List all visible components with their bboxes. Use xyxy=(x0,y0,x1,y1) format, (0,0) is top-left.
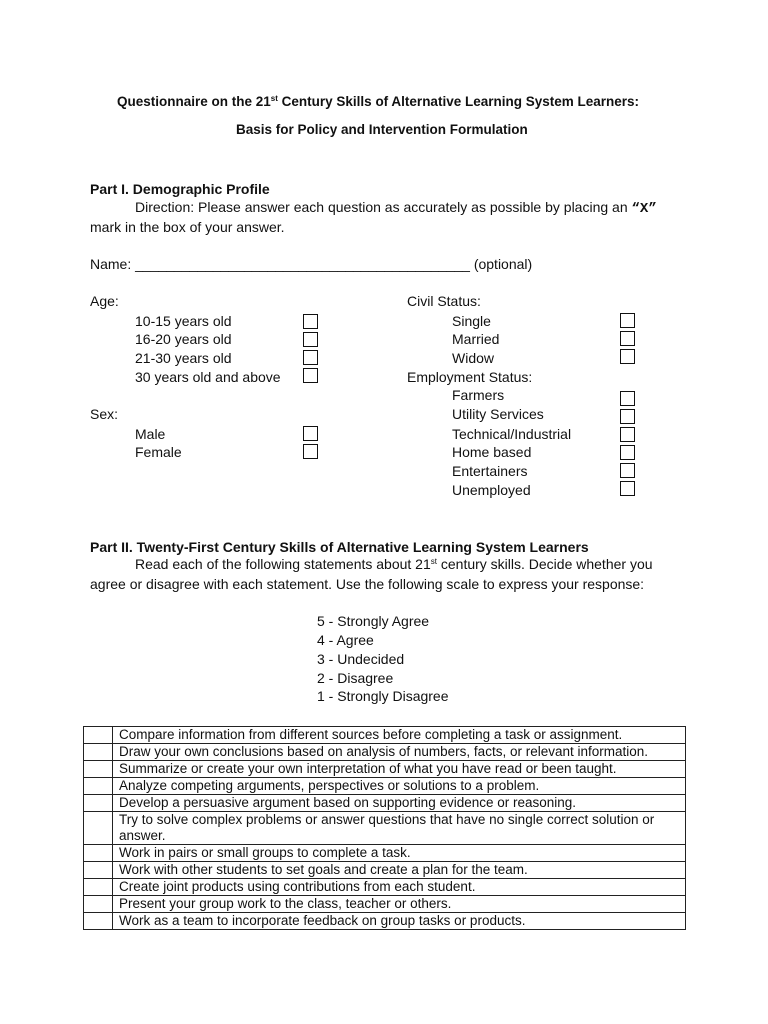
part1-direction-end: mark in the box of your answer. xyxy=(90,219,285,235)
statement-cell: Summarize or create your own interpretation of what you have read or been taught. xyxy=(113,761,686,778)
age-option: 10-15 years old xyxy=(135,313,232,329)
intro-superscript: st xyxy=(430,557,437,566)
rating-cell[interactable] xyxy=(84,913,113,930)
direction-mark: “X” xyxy=(631,201,657,217)
part1-heading: Part I. Demographic Profile xyxy=(90,181,270,197)
sex-option: Male xyxy=(135,426,166,442)
table-row xyxy=(84,862,686,879)
rating-cell[interactable] xyxy=(84,727,113,744)
sex-label: Sex: xyxy=(90,406,119,422)
sex-option: Female xyxy=(135,444,182,460)
civil-status-label: Civil Status: xyxy=(407,293,481,309)
name-line[interactable]: ___________________________________________ xyxy=(135,256,470,272)
age-checkbox-21-30[interactable] xyxy=(303,350,318,365)
employment-checkbox-farmers[interactable] xyxy=(620,391,635,406)
table-row xyxy=(84,778,686,795)
statement-cell: Develop a persuasive argument based on supporting evidence or reasoning. xyxy=(113,795,686,812)
civil-checkbox-single[interactable] xyxy=(620,313,635,328)
civil-checkbox-married[interactable] xyxy=(620,331,635,346)
rating-cell[interactable] xyxy=(84,896,113,913)
table-row xyxy=(84,845,686,862)
age-label: Age: xyxy=(90,293,119,309)
rating-cell[interactable] xyxy=(84,845,113,862)
employment-checkbox-entertainers[interactable] xyxy=(620,463,635,478)
statement-cell: Work as a team to incorporate feedback on group tasks or products. xyxy=(113,913,686,930)
statement-cell: Present your group work to the class, teacher or others. xyxy=(113,896,686,913)
statement-cell: Compare information from different sources before completing a task or assignment. xyxy=(113,727,686,744)
employment-option: Entertainers xyxy=(452,463,528,479)
rating-cell[interactable] xyxy=(84,761,113,778)
age-option: 21-30 years old xyxy=(135,350,232,366)
table-row xyxy=(84,913,686,930)
employment-checkbox-unemployed[interactable] xyxy=(620,481,635,496)
age-option: 30 years old and above xyxy=(135,369,281,385)
table-row xyxy=(84,879,686,896)
part1-direction xyxy=(135,199,657,217)
part2-heading: Part II. Twenty-First Century Skills of Alternative Learning System Learners xyxy=(90,539,589,555)
name-field[interactable] xyxy=(90,256,532,272)
age-checkbox-16-20[interactable] xyxy=(303,332,318,347)
employment-option: Utility Services xyxy=(452,406,544,422)
sex-checkbox-male[interactable] xyxy=(303,426,318,441)
civil-status-option: Widow xyxy=(452,350,495,366)
intro-text: Read each of the following statements about 21 xyxy=(135,556,431,572)
title-superscript: st xyxy=(270,94,278,103)
skills-table xyxy=(83,726,686,930)
name-optional: (optional) xyxy=(469,256,533,272)
statement-cell: Draw your own conclusions based on analysis of numbers, facts, or relevant information. xyxy=(113,744,686,761)
table-row xyxy=(84,744,686,761)
title-text-end: Century Skills of Alternative Learning System Learners: xyxy=(277,94,640,109)
scale-item: 3 - Undecided xyxy=(317,651,405,667)
age-option: 16-20 years old xyxy=(135,331,232,347)
document-title xyxy=(117,94,639,109)
rating-cell[interactable] xyxy=(84,778,113,795)
rating-cell[interactable] xyxy=(84,862,113,879)
rating-cell[interactable] xyxy=(84,744,113,761)
rating-cell[interactable] xyxy=(84,795,113,812)
employment-checkbox-home-based[interactable] xyxy=(620,445,635,460)
scale-item: 2 - Disagree xyxy=(317,670,394,686)
employment-option: Technical/Industrial xyxy=(452,426,572,442)
civil-checkbox-widow[interactable] xyxy=(620,349,635,364)
rating-cell[interactable] xyxy=(84,812,113,845)
employment-status-label: Employment Status: xyxy=(407,369,533,385)
table-row xyxy=(84,812,686,845)
civil-status-option: Married xyxy=(452,331,500,347)
scale-item: 4 - Agree xyxy=(317,632,374,648)
statement-cell: Work in pairs or small groups to complete a task. xyxy=(113,845,686,862)
scale-item: 1 - Strongly Disagree xyxy=(317,688,449,704)
intro-text-end: century skills. Decide whether you xyxy=(436,556,653,572)
title-text: Questionnaire on the 21 xyxy=(117,94,271,109)
part2-intro-line2: agree or disagree with each statement. Use the following scale to express your response: xyxy=(90,576,645,592)
civil-status-option: Single xyxy=(452,313,491,329)
employment-option: Unemployed xyxy=(452,482,531,498)
statement-cell: Create joint products using contributions from each student. xyxy=(113,879,686,896)
employment-checkbox-technical[interactable] xyxy=(620,427,635,442)
name-label: Name: xyxy=(90,256,136,272)
table-row xyxy=(84,727,686,744)
direction-text: Direction: Please answer each question as accurately as possible by placing an xyxy=(135,199,632,215)
part2-intro xyxy=(135,556,653,572)
age-checkbox-30-above[interactable] xyxy=(303,368,318,383)
sex-checkbox-female[interactable] xyxy=(303,444,318,459)
scale-item: 5 - Strongly Agree xyxy=(317,613,430,629)
rating-cell[interactable] xyxy=(84,879,113,896)
table-row xyxy=(84,761,686,778)
employment-option: Home based xyxy=(452,444,532,460)
document-subtitle: Basis for Policy and Intervention Formulation xyxy=(236,122,528,137)
employment-option: Farmers xyxy=(452,387,505,403)
table-row xyxy=(84,896,686,913)
statement-cell: Try to solve complex problems or answer questions that have no single correct solution or answer. xyxy=(113,812,686,845)
statement-cell: Work with other students to set goals and create a plan for the team. xyxy=(113,862,686,879)
employment-checkbox-utility[interactable] xyxy=(620,409,635,424)
table-row xyxy=(84,795,686,812)
age-checkbox-10-15[interactable] xyxy=(303,314,318,329)
statement-cell: Analyze competing arguments, perspectives or solutions to a problem. xyxy=(113,778,686,795)
